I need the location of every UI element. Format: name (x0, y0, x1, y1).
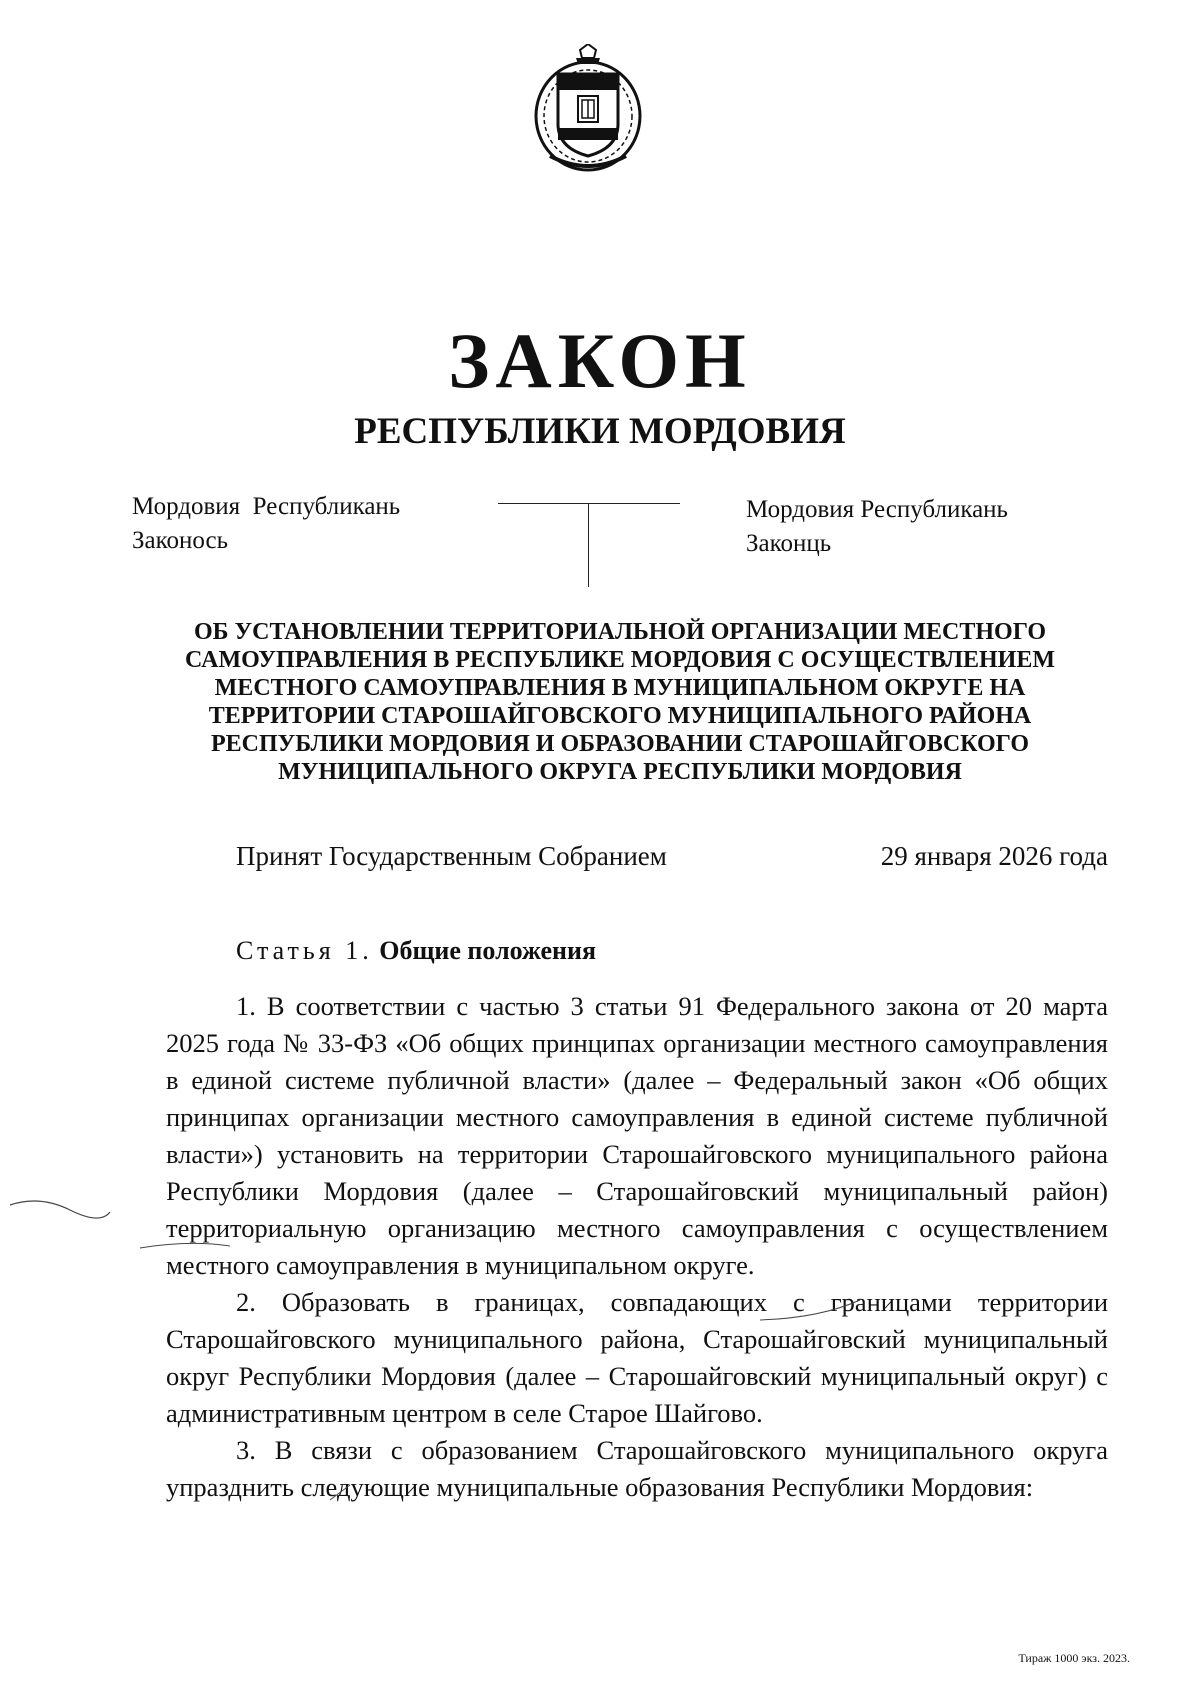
article-label: Статья 1. (236, 936, 373, 965)
article-title: Общие положения (379, 936, 597, 965)
paragraph-3: 3. В связи с образованием Старошайговского муниципального округа упразднить следующие муниципальные образования Республики Мордовия: (166, 1435, 1108, 1502)
mordovian-right-line-2: Законць (746, 530, 832, 557)
paragraph-2: 2. Образовать в границах, совпадающих с границами территории Старошайговского муниципального района, Старошайговский муниципальный округ Республики Мордовия (далее – Старошайговский муниципальный округ) с административным центром в селе Старое Шайгово. (166, 1287, 1108, 1428)
adopted-by: Принят Государственным Собранием (236, 841, 667, 871)
law-title: ОБ УСТАНОВЛЕНИИ ТЕРРИТОРИАЛЬНОЙ ОРГАНИЗАЦИИ МЕСТНОГО САМОУПРАВЛЕНИЯ В РЕСПУБЛИКЕ МОРДОВИЯ С ОСУЩЕСТВЛЕНИЕМ МЕСТНОГО САМОУПРАВЛЕНИЯ В МУНИЦИПАЛЬНОМ ОКРУГЕ НА ТЕРРИТОРИИ СТАРОШАЙГОВСКОГО МУНИЦИПАЛЬНОГО РАЙОНА РЕСПУБЛИКИ МОРДОВИЯ И ОБРАЗОВАНИИ СТАРОШАЙГОВСКОГО МУНИЦИПАЛЬНОГО ОКРУГА РЕСПУБЛИКИ МОРДОВИЯ (184, 619, 1056, 785)
law-type-title: ЗАКОН (448, 317, 752, 404)
adopted-date: 29 января 2026 года (880, 841, 1108, 871)
republic-subtitle: РЕСПУБЛИКИ МОРДОВИЯ (354, 411, 846, 452)
mordovian-right-line-1: Мордовия Республикань (746, 496, 1008, 523)
paragraph-1: 1. В соответствии с частью 3 статьи 91 Федерального закона от 20 марта 2025 года № 33-ФЗ «Об общих принципах организации местного самоуправления в единой системе публичной власти» (далее – Федеральный закон «Об общих принципах организации местного самоуправления в единой системе публичной власти») установить на территории Старошайговского муниципального района Республики Мордовия (далее – Старошайговский муниципальный район) территориальную организацию местного самоуправления с осуществлением местного самоуправления в муниципальном округе. (166, 991, 1108, 1280)
mordovian-left-line-1: Мордовия Республикань (132, 493, 401, 520)
print-run-footer: Тираж 1000 экз. 2023. (1018, 1651, 1130, 1665)
mordovian-left-line-2: Законось (132, 527, 228, 554)
